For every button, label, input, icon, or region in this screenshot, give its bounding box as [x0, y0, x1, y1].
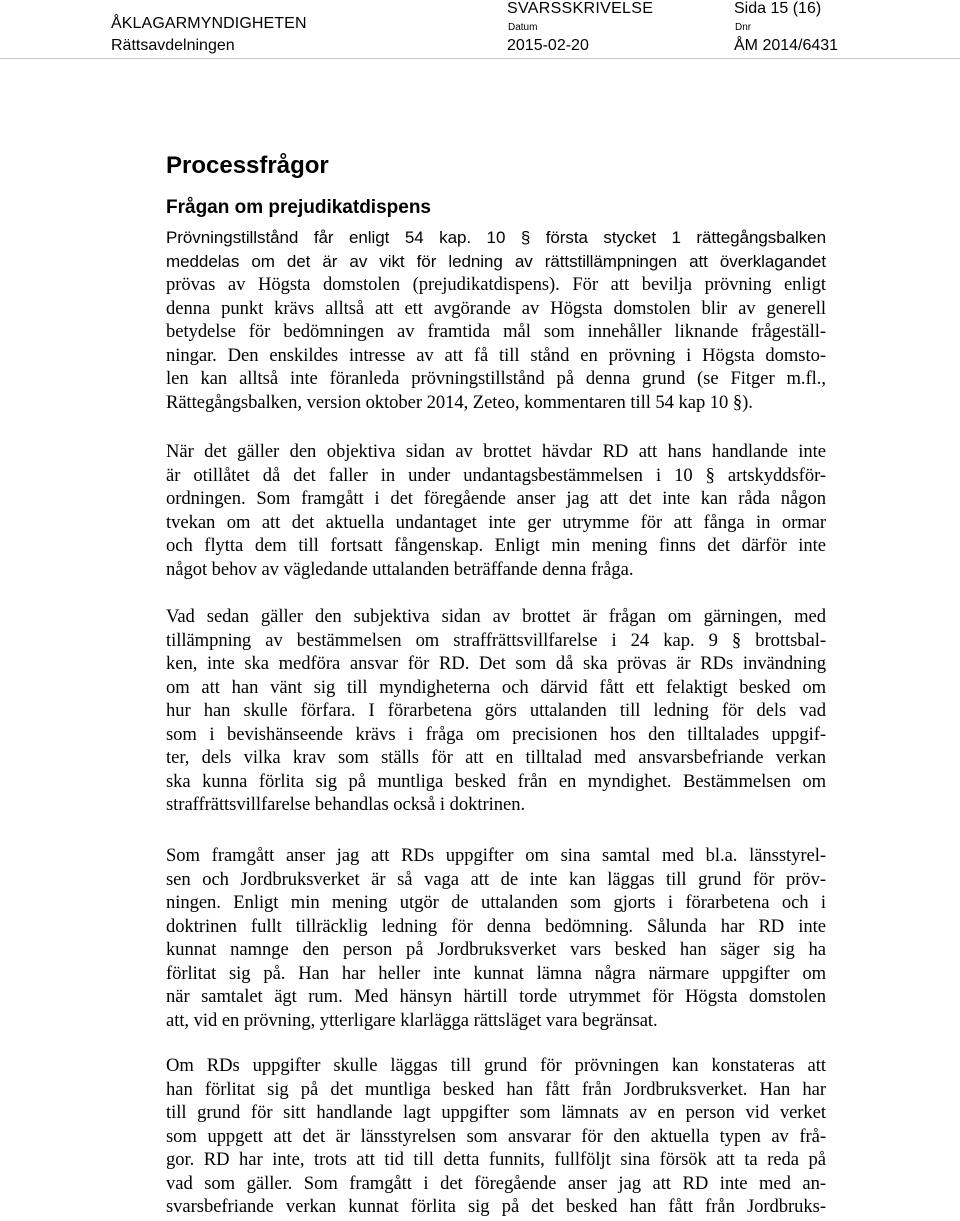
text-line: som i bevishänseende krävs i fråga om precisionen hos den tilltalades uppgif-	[166, 723, 826, 745]
header-divider	[0, 58, 960, 59]
header-organization: ÅKLAGARMYNDIGHETEN	[111, 15, 307, 32]
header-department: Rättsavdelningen	[111, 37, 235, 54]
text-line: vad som gäller. Som framgått i det föregående anser jag att RD inte med an-	[166, 1172, 826, 1194]
text-line: Rättegångsbalken, version oktober 2014, Zeteo, kommentaren till 54 kap 10 §).	[166, 391, 753, 413]
text-line: hur han skulle förfara. I förarbetena görs uttalanden till ledning för dels vad	[166, 700, 826, 721]
text-line: ordningen. Som framgått i det föregående anser jag att det inte kan råda någon	[166, 488, 826, 509]
text-line: ska kunna förlita sig på muntliga besked från en myndighet. Bestämmelsen om	[166, 770, 826, 792]
text-line: Som framgått anser jag att RDs uppgifter om sina samtal med bl.a. länsstyrel-	[166, 845, 826, 866]
header-page-number: Sida 15 (16)	[734, 0, 822, 17]
text-line: gor. RD har inte, trots att tid till detta funnits, fullföljt sina försök att ta reda på	[166, 1149, 826, 1170]
text-line: ningar. Den enskildes intresse av att få till stånd en prövning i Högsta domsto-	[166, 344, 826, 366]
document-header	[0, 0, 960, 60]
text-line: att, vid en prövning, ytterligare klarlägga rättsläget vara begränsat.	[166, 1009, 658, 1031]
text-line: om att han vänt sig till myndigheterna och därvid fått ett felaktigt besked om	[166, 676, 826, 698]
text-line: När det gäller den objektiva sidan av brottet hävdar RD att hans handlande inte	[166, 441, 826, 462]
text-line: betydelse för bedömningen av framtida mål som innehåller liknande frågeställ-	[166, 321, 826, 342]
text-line: Om RDs uppgifter skulle läggas till grund för prövningen kan konstateras att	[166, 1055, 826, 1076]
header-dnr-label: Dnr	[735, 22, 752, 33]
text-line: Prövningstillstånd får enligt 54 kap. 10 § första stycket 1 rättegångsbalken	[166, 228, 826, 247]
text-line: till grund för sitt handlande lagt uppgifter som lämnats av en person vid verket	[166, 1102, 826, 1123]
header-date: 2015-02-20	[507, 37, 589, 54]
text-line: något behov av vägledande uttalanden beträffande denna fråga.	[166, 558, 634, 580]
text-line: svarsbefriande verkan kunnat förlita sig på det besked han fått från Jordbruks-	[166, 1196, 826, 1217]
text-line: är otillåtet då det faller in under undantagsbestämmelsen i 10 § artskyddsför-	[166, 464, 826, 486]
text-line: och flytta dem till fortsatt fångenskap. Enligt min mening finns det därför inte	[166, 535, 826, 556]
text-line: kunnat namnge den person på Jordbruksverket vars besked han säger sig ha	[166, 939, 826, 960]
text-line: tvekan om att det aktuella undantaget inte ger utrymme för att fånga in ormar	[166, 511, 826, 533]
paragraph-4	[166, 844, 826, 1032]
paragraph-3	[166, 605, 826, 817]
paragraph-1	[166, 226, 826, 414]
header-date-label: Datum	[508, 22, 538, 33]
paragraph-5	[166, 1054, 826, 1219]
text-line: tillämpning av bestämmelsen om straffrättsvillfarelse i 24 kap. 9 § brottsbal-	[166, 629, 826, 651]
text-line: len kan alltså inte föranleda prövningstillstånd på denna grund (se Fitger m.fl.,	[166, 368, 826, 389]
text-line: Vad sedan gäller den subjektiva sidan av brottet är frågan om gärningen, med	[166, 606, 826, 627]
text-line: förlitat sig på. Han har heller inte kunnat lämna några närmare uppgifter om	[166, 962, 826, 984]
text-line: doktrinen fullt tillräcklig ledning för denna bedömning. Sålunda har RD inte	[166, 915, 826, 937]
paragraph-2	[166, 440, 826, 581]
text-line: meddelas om det är av vikt för ledning av rättstillämpningen att överklagandet	[166, 251, 826, 271]
text-line: denna punkt krävs alltså att ett avgörande av Högsta domstolen blir av generell	[166, 297, 826, 319]
text-line: han förlitat sig på det muntliga besked han fått från Jordbruksverket. Han har	[166, 1078, 826, 1100]
text-line: straffrättsvillfarelse behandlas också i doktrinen.	[166, 794, 526, 815]
section-title: Processfrågor	[166, 152, 329, 179]
text-line: prövas av Högsta domstolen (prejudikatdispens). För att bevilja prövning enligt	[166, 274, 826, 295]
header-dnr: ÅM 2014/6431	[734, 37, 839, 54]
text-line: ken, inte ska medföra ansvar för RD. Det som då ska prövas är RDs invändning	[166, 653, 826, 674]
text-line: ter, dels vilka krav som ställs för att en tilltalad med ansvarsbefriande verkan	[166, 747, 826, 768]
text-line: sen och Jordbruksverket är så vaga att de inte kan läggas till grund för pröv-	[166, 868, 826, 890]
text-line: som uppgett att det är länsstyrelsen som ansvarar för den aktuella typen av frå-	[166, 1125, 826, 1147]
text-line: när samtalet ägt rum. Med hänsyn härtill torde utrymmet för Högsta domstolen	[166, 986, 826, 1007]
subsection-title: Frågan om prejudikatdispens	[166, 197, 431, 218]
text-line: ningen. Enligt min mening utgör de uttalanden som gjorts i förarbetena och i	[166, 892, 826, 913]
header-document-type: SVARSSKRIVELSE	[507, 0, 654, 17]
